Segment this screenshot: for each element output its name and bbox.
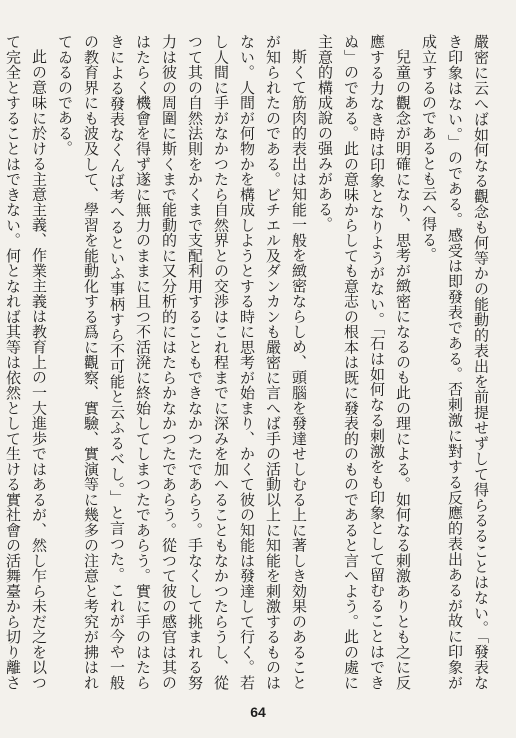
paragraph-2: 兒童の觀念が明確になり、思考が緻密になるのも此の理による。如何なる刺激ありとも之に反應する力なき時は印象となりようがない。「石は如何なる刺激をも印象として留むることはできぬ」のである。此の意味からしても意志の根本は既に發表的のものであると言へよう。此の處に主意的構成說の强みがある。	[316, 34, 412, 690]
paragraph-1: 嚴密に云へば如何なる觀念も何等かの能動的表出を前提せずして得らるることはない。「發表なき印象はない。」のである。感受は即發表である。否刺激に對する反應的表出あるが故に印象が成立するのであるとも云へ得る。	[420, 34, 490, 690]
page-number: 64	[250, 704, 266, 720]
vertical-text-block	[4, 34, 494, 690]
paragraph-4: 此の意味に於ける主意主義、作業主義は教育上の一大進歩ではあるが、然し乍ら未だ之を以つて完全とすることはできない。何となれば其等は依然として生ける實社會の活舞臺から切り離さ	[4, 34, 48, 690]
paragraph-3: 斯くて筋肉的表出は知能一般を緻密ならしめ、頭腦を發達せしむる上に著しき効果のあることが知られたのである。ビチエル及ダンカンも嚴密に言へば手の活動以上に知能を刺激するものはない。人間が何物かを構成しようとする時に思考が始まり、かくて彼の知能は發達して行く。若し人間に手がなかつたら自然界との交渉はこれ程までに深みを加へることもなかつたらうし、從つて其の自然法則をかくまで支配利用することもできなかつたであらう。手なくして挑まれる努力は彼の周圍に斯くまで能動的に又分析的にはたらかなかつたであらう。從つて彼の感官は其のはたらく機會を得ず遂に無力のままに且つ不活溌に終始してしまつたであらう。實に手のはたらきによる發表なくんば考へるといふ事柄すら不可能と云ふるべし。」と言つた。これが今や一般の教育界にも波及して、學習を能動化する爲に觀察、實驗、實演等に幾多の注意と考究が拂はれてゐるのである。	[56, 34, 308, 690]
